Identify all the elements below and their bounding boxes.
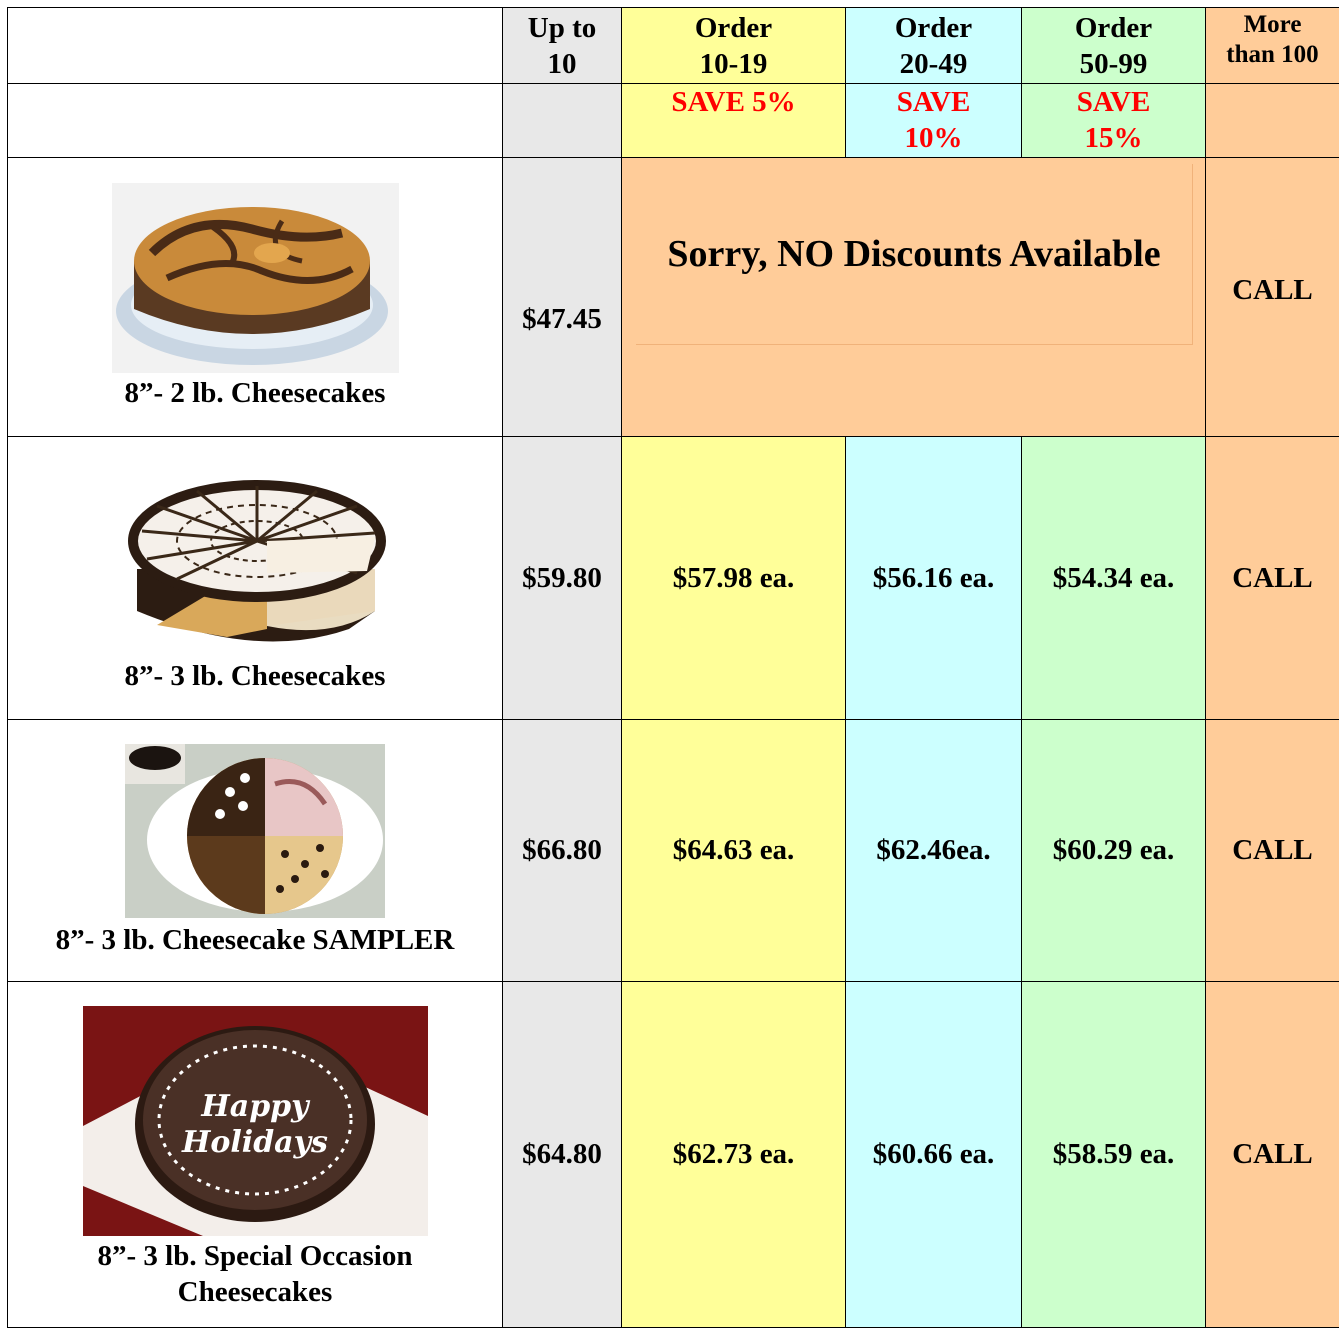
- save-15-label: SAVE 15%: [1022, 84, 1206, 158]
- product-name: 8”- 3 lb. Cheesecake SAMPLER: [8, 922, 502, 958]
- product-row: [8, 982, 1339, 1328]
- product-row: [8, 720, 1339, 982]
- savings-blank-cell: [8, 84, 503, 158]
- header-row: [8, 8, 1339, 84]
- happy-holidays-cake-text-2: Holidays: [181, 1125, 328, 1160]
- header-order-50-99: Order 50-99: [1022, 8, 1206, 84]
- price-100-plus-call: CALL: [1206, 437, 1339, 720]
- price-100-plus-call: CALL: [1206, 982, 1339, 1328]
- price-20-49: $56.16 ea.: [846, 437, 1022, 720]
- price-20-49: $60.66 ea.: [846, 982, 1022, 1328]
- price-up-to-10: $47.45: [503, 158, 622, 437]
- product-row: [8, 437, 1339, 720]
- product-row: [8, 158, 1339, 437]
- marble-cheesecake-photo: [112, 183, 399, 373]
- product-name: 8”- 3 lb. Cheesecakes: [8, 658, 502, 694]
- happy-holidays-cheesecake-photo: [83, 1006, 428, 1236]
- product-name: 8”- 3 lb. Special Occasion Cheesecakes: [8, 1238, 502, 1310]
- price-50-99: $60.29 ea.: [1022, 720, 1206, 982]
- price-up-to-10: $59.80: [503, 437, 622, 720]
- savings-row: [8, 84, 1339, 158]
- happy-holidays-cake-text: Happy: [200, 1089, 311, 1124]
- price-table: [7, 7, 1339, 1328]
- price-50-99: $58.59 ea.: [1022, 982, 1206, 1328]
- product-name: 8”- 2 lb. Cheesecakes: [8, 375, 502, 411]
- price-100-plus-call: CALL: [1206, 158, 1339, 437]
- header-order-20-49: Order 20-49: [846, 8, 1022, 84]
- price-50-99: $54.34 ea.: [1022, 437, 1206, 720]
- no-discounts-label: Sorry, NO Discounts Available: [636, 164, 1193, 345]
- savings-100-cell: [1206, 84, 1339, 158]
- price-100-plus-call: CALL: [1206, 720, 1339, 982]
- price-up-to-10: $66.80: [503, 720, 622, 982]
- product-cell: [8, 720, 503, 982]
- savings-up-to-10-cell: [503, 84, 622, 158]
- save-5-label: SAVE 5%: [622, 84, 846, 158]
- product-cell: [8, 437, 503, 720]
- product-cell: [8, 982, 503, 1328]
- product-cell: [8, 158, 503, 437]
- save-10-label: SAVE 10%: [846, 84, 1022, 158]
- price-10-19: $64.63 ea.: [622, 720, 846, 982]
- chocolate-web-cheesecake-photo: [117, 461, 393, 656]
- price-10-19: $57.98 ea.: [622, 437, 846, 720]
- header-more-than-100: More than 100: [1206, 8, 1339, 84]
- cheesecake-sampler-photo: [125, 744, 385, 918]
- price-up-to-10: $64.80: [503, 982, 622, 1328]
- price-10-19: $62.73 ea.: [622, 982, 846, 1328]
- no-discounts-cell: [622, 158, 1206, 437]
- price-20-49: $62.46ea.: [846, 720, 1022, 982]
- header-blank-cell: [8, 8, 503, 84]
- header-order-10-19: Order 10-19: [622, 8, 846, 84]
- header-up-to-10: Up to 10: [503, 8, 622, 84]
